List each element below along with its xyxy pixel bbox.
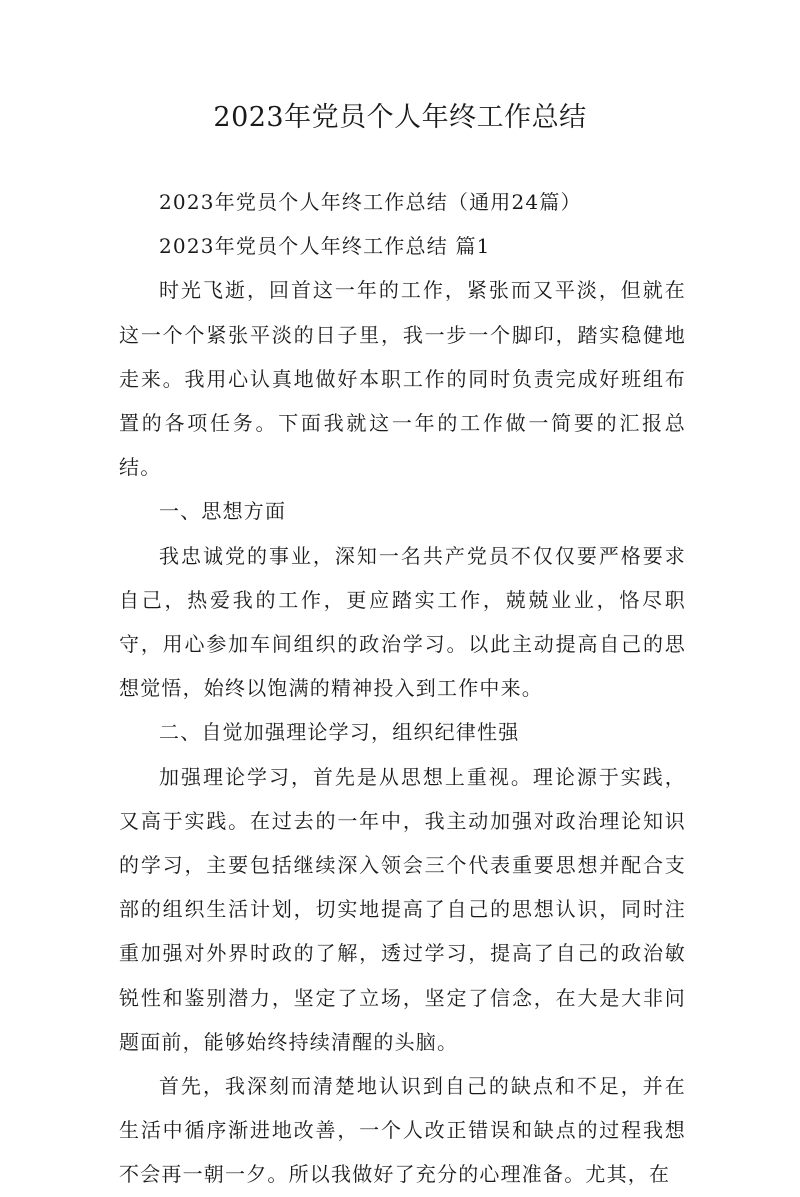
paragraph-theory-study: 加强理论学习，首先是从思想上重视。理论源于实践，又高于实践。在过去的一年中，我主动加强对政治理论知识的学习，主要包括继续深入领会三个代表重要思想并配合支部的组织生活计划，切实地提高了自己的思想认识，同时注重加强对外界时政的了解，透过学习，提高了自己的政治敏锐性和鉴别潜力，坚定了立场，坚定了信念，在大是大非问题面前，能够始终持续清醒的头脑。	[119, 764, 686, 1054]
heading-ideology: 一、思想方面	[159, 499, 287, 524]
subtitle-line: 2023年党员个人年终工作总结（通用24篇）	[159, 190, 582, 214]
heading-theory-study: 二、自觉加强理论学习，组织纪律性强	[159, 720, 520, 745]
document-title: 2023年党员个人年终工作总结	[213, 102, 587, 133]
section-title: 2023年党员个人年终工作总结 篇1	[159, 234, 491, 259]
paragraph-ideology: 我忠诚党的事业，深知一名共产党员不仅仅要严格要求自己，热爱我的工作，更应踏实工作，兢兢业业，恪尽职守，用心参加车间组织的政治学习。以此主动提高自己的思想觉悟，始终以饱满的精神投入到工作中来。	[119, 543, 686, 701]
paragraph-intro: 时光飞逝，回首这一年的工作，紧张而又平淡，但就在这一个个紧张平淡的日子里，我一步一个脚印，踏实稳健地走来。我用心认真地做好本职工作的同时负责完成好班组布置的各项任务。下面我就这一年的工作做一简要的汇报总结。	[119, 278, 686, 480]
document-body	[119, 180, 686, 1197]
paragraph-self-improvement: 首先，我深刻而清楚地认识到自己的缺点和不足，并在生活中循序渐进地改善，一个人改正错误和缺点的过程我想不会再一朝一夕。所以我做好了充分的心理准备。尤其，在	[119, 1074, 686, 1187]
